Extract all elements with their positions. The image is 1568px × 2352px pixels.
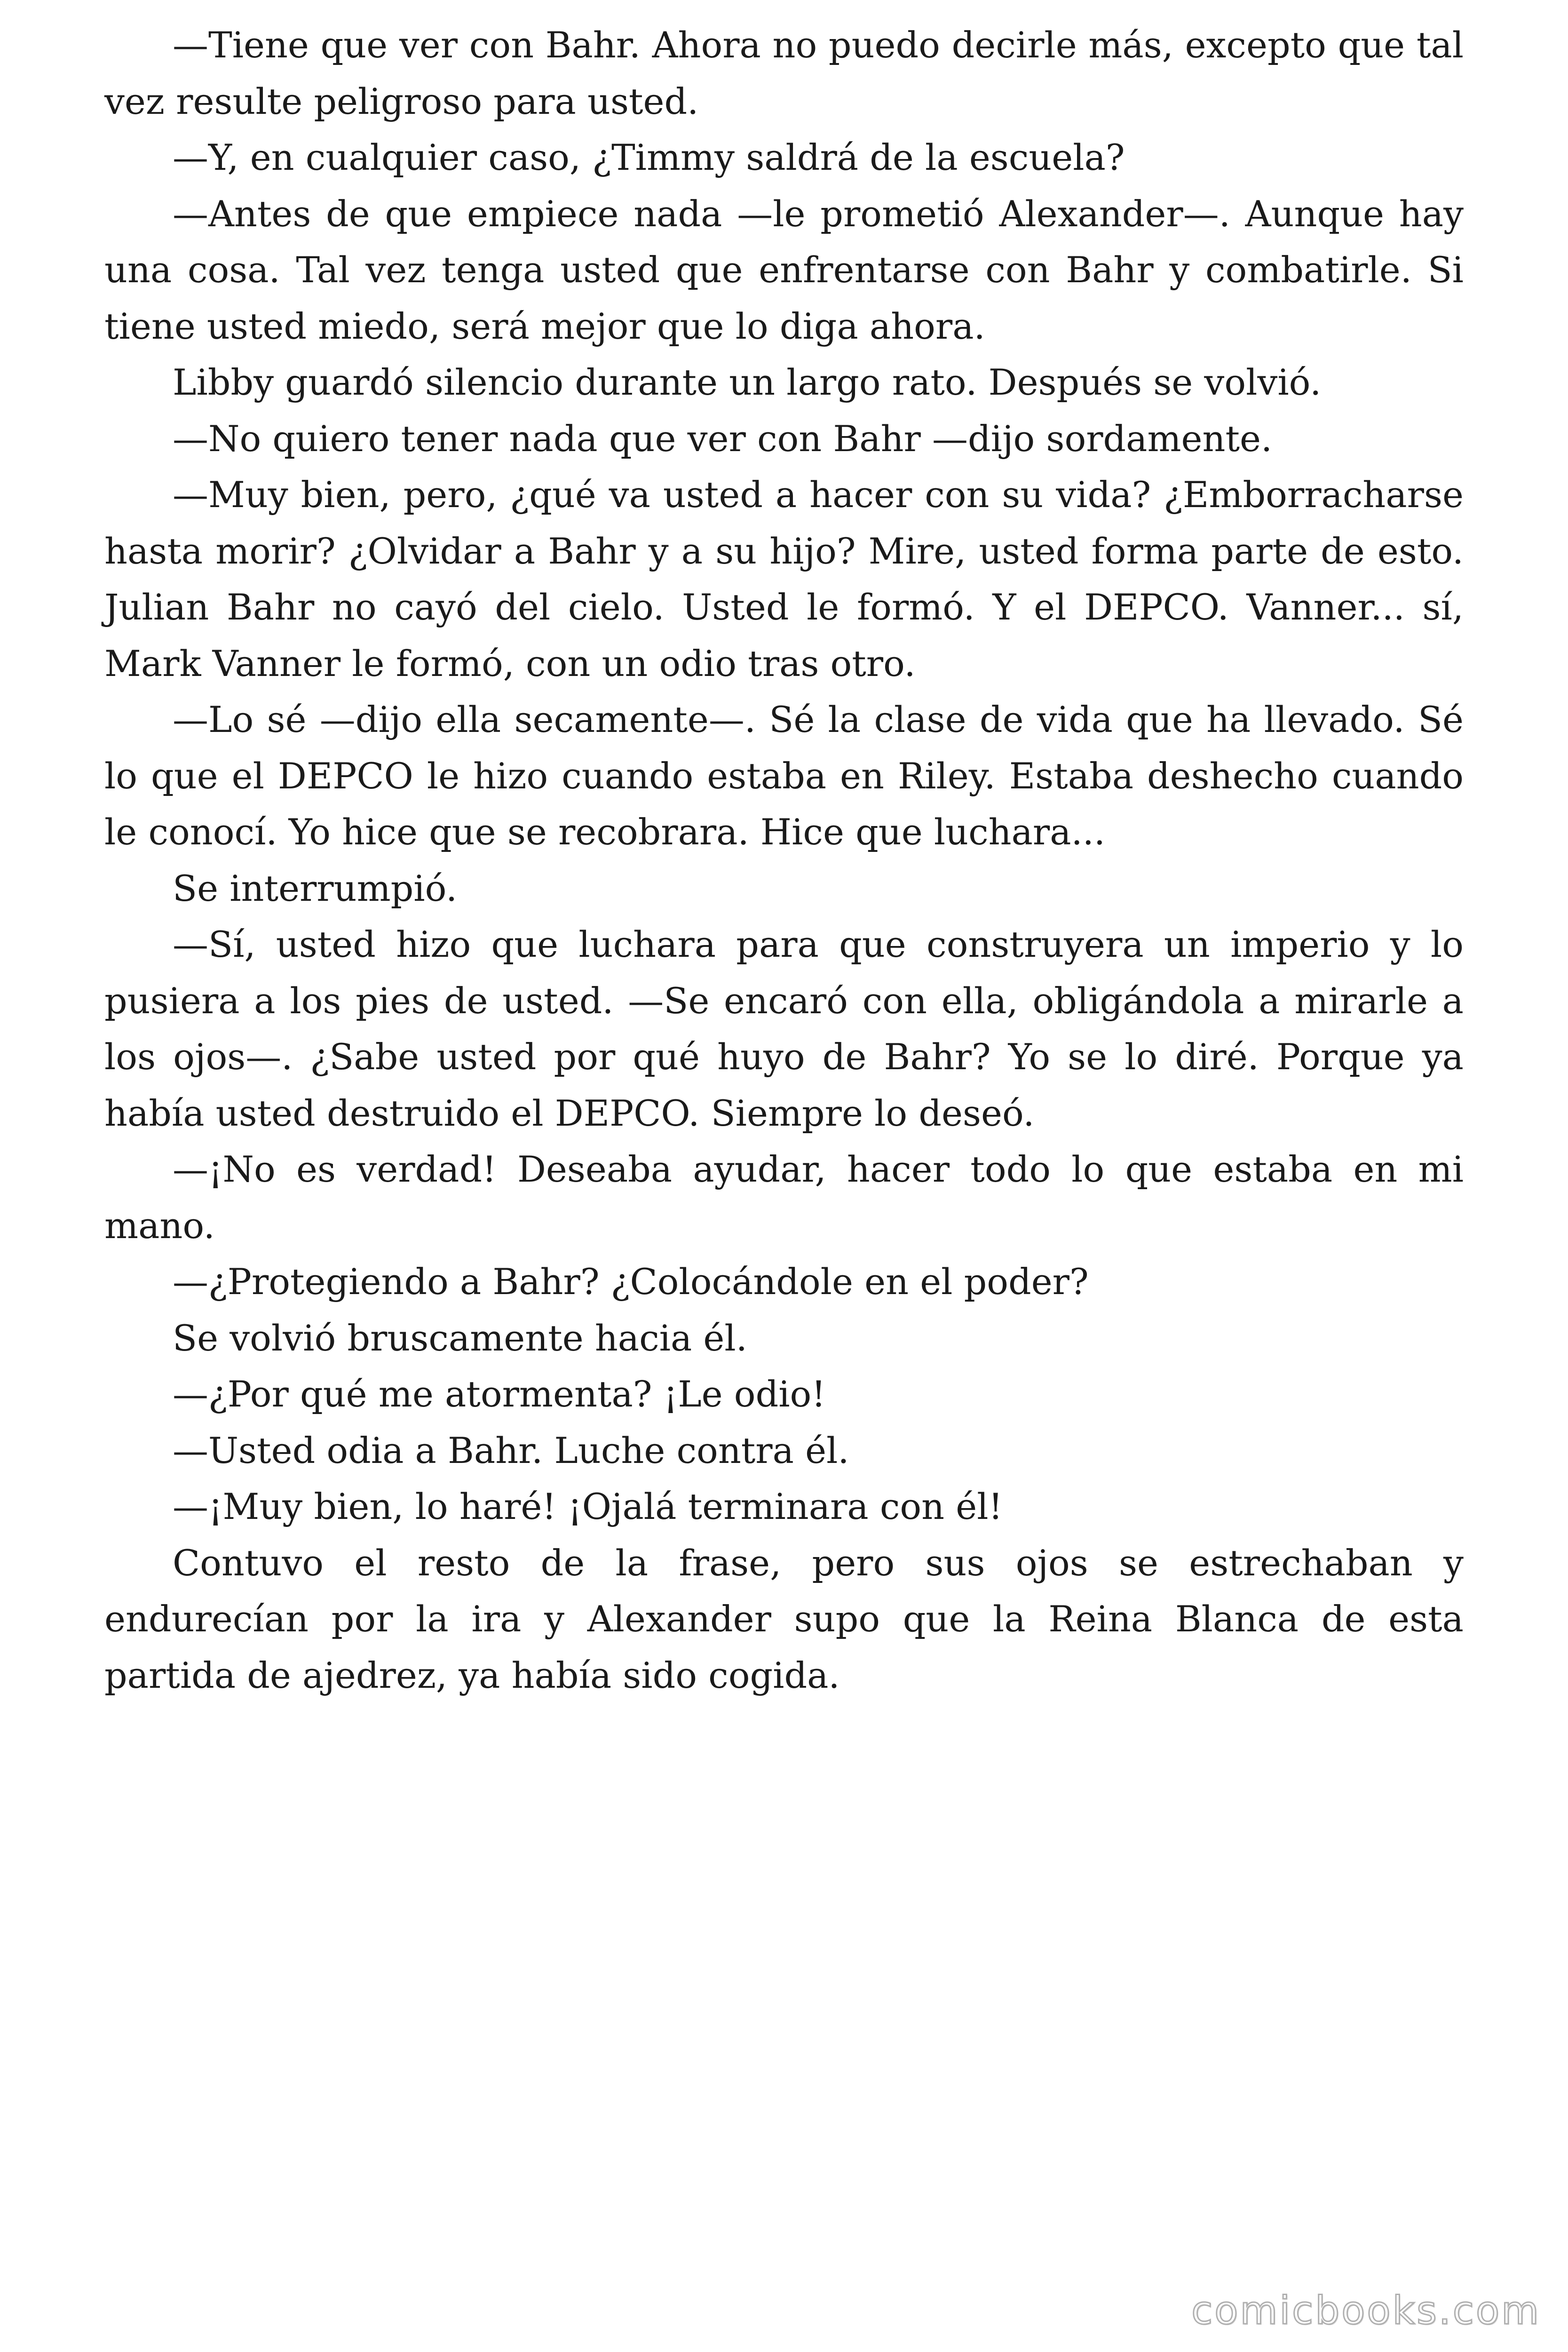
paragraph-14: —Usted odia a Bahr. Luche contra él. [173, 1429, 849, 1471]
paragraph-3: —Antes de que empiece nada —le prometió Alexander—. Aunque hay una cosa. Tal vez tenga usted que enfrentarse con Bahr y combatirle. Si tiene usted miedo, será mejor que lo diga ahora. [104, 192, 1464, 347]
paragraph-8: Se interrumpió. [173, 867, 458, 909]
paragraph-12: Se volvió bruscamente hacia él. [173, 1317, 747, 1359]
paragraph-11: —¿Protegiendo a Bahr? ¿Colocándole en el poder? [173, 1261, 1089, 1303]
paragraph-6: —Muy bien, pero, ¿qué va usted a hacer con su vida? ¿Emborracharse hasta morir? ¿Olvidar a Bahr y a su hijo? Mire, usted forma parte de esto. Julian Bahr no cayó del cielo. Usted le formó. Y el DEPCO. Vanner... sí, Mark Vanner le formó, con un odio tras otro. [104, 474, 1464, 684]
paragraph-4: Libby guardó silencio durante un largo rato. Después se volvió. [173, 361, 1322, 403]
paragraph-10: —¡No es verdad! Deseaba ayudar, hacer todo lo que estaba en mi mano. [104, 1148, 1464, 1247]
paragraph-13: —¿Por qué me atormenta? ¡Le odio! [173, 1373, 826, 1415]
paragraph-7: —Lo sé —dijo ella secamente—. Sé la clase de vida que ha llevado. Sé lo que el DEPCO le hizo cuando estaba en Riley. Estaba deshecho cuando le conocí. Yo hice que se recobrara. Hice que luchara... [104, 699, 1464, 853]
paragraph-1: —Tiene que ver con Bahr. Ahora no puedo decirle más, excepto que tal vez resulte peligroso para usted. [104, 24, 1464, 122]
paragraph-2: —Y, en cualquier caso, ¿Timmy saldrá de la escuela? [173, 136, 1125, 178]
paragraph-16: Contuvo el resto de la frase, pero sus ojos se estrechaban y endurecían por la ira y Alexander supo que la Reina Blanca de esta partida de ajedrez, ya había sido cogida. [104, 1542, 1464, 1696]
paragraph-9: —Sí, usted hizo que luchara para que construyera un imperio y lo pusiera a los pies de usted. —Se encaró con ella, obligándola a mirarle a los ojos—. ¿Sabe usted por qué huyo de Bahr? Yo se lo diré. Porque ya había usted destruido el DEPCO. Siempre lo deseó. [104, 923, 1464, 1134]
watermark-text: comicbooks.com [1191, 2288, 1541, 2333]
paragraph-5: —No quiero tener nada que ver con Bahr —dijo sordamente. [173, 417, 1273, 460]
page-body-text [104, 17, 1464, 1703]
paragraph-15: —¡Muy bien, lo haré! ¡Ojalá terminara con él! [173, 1486, 1003, 1527]
